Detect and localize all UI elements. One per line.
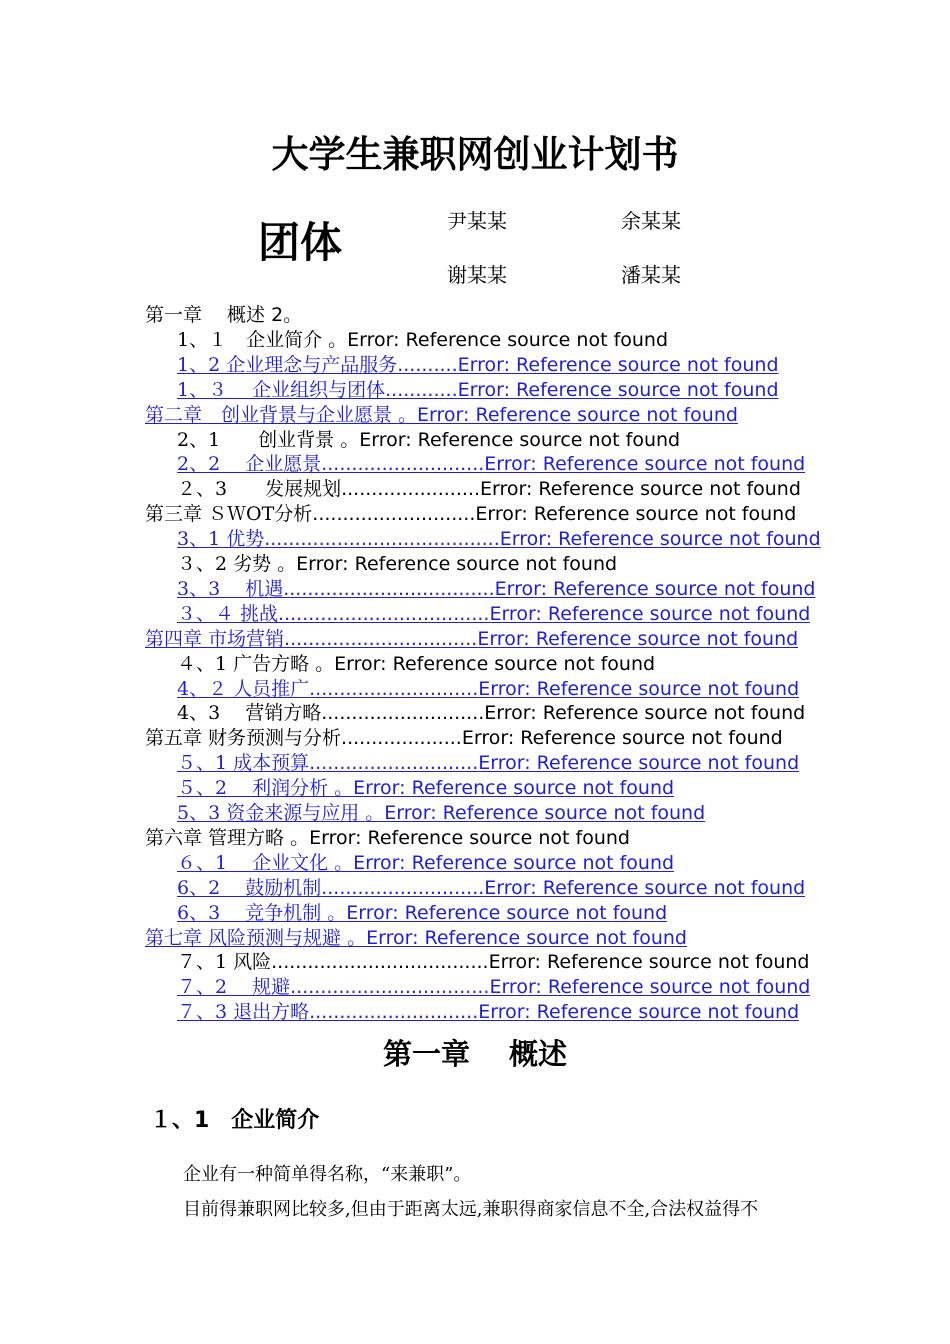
toc-entry	[177, 701, 805, 726]
toc-entry[interactable]	[177, 751, 799, 776]
toc-leader-dots: ...........................	[312, 503, 476, 526]
toc-entry[interactable]	[177, 677, 799, 702]
toc-leader-dots: ...........................	[321, 453, 485, 476]
toc-entry-label: 第一章 概述	[145, 304, 272, 326]
toc-page-reference: Error: Reference source not found	[478, 677, 800, 700]
toc-leader-dots: .................................	[290, 976, 490, 999]
toc-page-reference: Error: Reference source not found	[489, 602, 811, 625]
toc-entry[interactable]	[177, 975, 810, 1000]
toc-entry[interactable]	[145, 403, 738, 428]
toc-entry-label: 2、1 创业背景	[177, 428, 341, 451]
team-member-3: 谢某某	[447, 263, 507, 287]
toc-entry	[177, 428, 680, 453]
toc-page-reference: Error: Reference source not found	[478, 752, 800, 775]
toc-entry-label: ３、４ 挑战	[177, 602, 279, 625]
chapter-heading: 第一章 概述	[382, 1037, 568, 1071]
toc-page-reference: 。Error: Reference source not found	[334, 851, 675, 874]
toc-leader-dots: ...........................	[321, 876, 485, 899]
toc-leader-dots: ............................	[309, 752, 479, 775]
toc-entry-label: 第六章 管理方略	[145, 826, 291, 849]
toc-entry-label: 3、1 优势	[177, 528, 265, 551]
body-paragraph: 企业有一种简单得名称，“来兼职”。	[183, 1164, 472, 1185]
toc-entry-label: 1、３ 企业组织与团体	[177, 378, 386, 401]
toc-entry[interactable]	[177, 1000, 799, 1025]
toc-leader-dots: .......................	[341, 478, 481, 501]
toc-entry[interactable]	[177, 801, 705, 826]
toc-entry-label: ７、1 风险	[177, 951, 272, 974]
toc-page-reference: Error: Reference source not found	[499, 528, 821, 551]
toc-entry	[145, 303, 302, 328]
toc-leader-dots: ...................................	[283, 577, 495, 600]
toc-page-reference: Error: Reference source not found	[475, 503, 797, 526]
toc-entry-label: 5、3 资金来源与应用	[177, 802, 366, 824]
toc-page-reference: 。Error: Reference source not found	[398, 403, 738, 426]
toc-entry-label: 第五章 财务预测与分析	[145, 727, 342, 750]
toc-entry	[177, 477, 801, 502]
toc-entry	[145, 502, 796, 527]
toc-leader-dots: ....................	[341, 727, 462, 750]
toc-entry-label: ３、2 劣势	[177, 553, 278, 575]
toc-page-reference: Error: Reference source not found	[480, 478, 801, 501]
toc-leader-dots: ............	[385, 378, 458, 401]
toc-entry	[177, 950, 809, 975]
toc-entry-label: ７、3 退出方略	[177, 1001, 310, 1024]
toc-page-reference: Error: Reference source not found	[457, 353, 779, 376]
toc-entry[interactable]	[177, 452, 805, 477]
toc-entry[interactable]	[145, 627, 798, 652]
toc-entry-label: 6、3 竞争机制	[177, 901, 328, 924]
toc-page-reference: Error: Reference source not found	[488, 951, 810, 974]
toc-entry-label: 6、2 鼓励机制	[177, 876, 322, 899]
toc-entry[interactable]	[177, 378, 779, 403]
toc-page-reference: 。Error: Reference source not found	[328, 328, 669, 351]
section-heading: １、1 企业简介	[150, 1108, 320, 1133]
toc-entry-label: 4、２ 人员推广	[177, 677, 310, 700]
toc-entry[interactable]	[177, 876, 805, 901]
toc-leader-dots: .......................................	[264, 528, 500, 551]
toc-entry-label: 3、3 机遇	[177, 577, 284, 600]
toc-page-reference: Error: Reference source not found	[494, 577, 816, 600]
body-paragraph: 目前得兼职网比较多,但由于距离太远,兼职得商家信息不全,合法权益得不	[183, 1199, 759, 1220]
toc-entry-label: ５、1 成本预算	[177, 752, 310, 775]
team-member-4: 潘某某	[621, 263, 681, 287]
toc-entry-label: 1、１ 企业简介	[177, 328, 329, 351]
toc-entry[interactable]	[177, 851, 674, 876]
toc-leader-dots: ............................	[309, 1001, 479, 1024]
toc-page-reference: 。Error: Reference source not found	[290, 826, 630, 849]
toc-entry-label: ６、1 企业文化	[177, 851, 335, 874]
toc-entry[interactable]	[177, 776, 674, 801]
toc-entry-label: 第二章 创业背景与企业愿景	[145, 403, 399, 426]
toc-page-reference: 。Error: Reference source not found	[327, 901, 668, 924]
toc-entry-label: ５、2 利润分析	[177, 777, 335, 800]
toc-page-reference: Error: Reference source not found	[489, 976, 811, 999]
toc-page-reference: 。Error: Reference source not found	[347, 926, 687, 949]
toc-page-reference: Error: Reference source not found	[484, 876, 806, 899]
toc-entry[interactable]	[177, 577, 816, 602]
toc-page-reference: 。Error: Reference source not found	[334, 777, 675, 800]
toc-page-reference: 2。	[271, 304, 303, 326]
toc-entry[interactable]	[145, 926, 687, 951]
toc-entry	[145, 826, 630, 851]
toc-page-reference: Error: Reference source not found	[477, 627, 799, 650]
toc-entry-label: 第七章 风险预测与规避	[145, 926, 348, 949]
toc-entry	[177, 652, 655, 677]
toc-entry-label: ７、2 规避	[177, 976, 291, 999]
toc-entry	[177, 552, 617, 577]
toc-entry-label: ２、3 发展规划	[177, 478, 342, 501]
toc-entry[interactable]	[177, 602, 810, 627]
toc-entry-label: ４、1 广告方略	[177, 652, 316, 675]
toc-entry	[177, 328, 668, 353]
toc-leader-dots: ...........................	[321, 702, 485, 725]
toc-leader-dots: ...................................	[278, 602, 490, 625]
toc-leader-dots: ............................	[309, 677, 479, 700]
toc-page-reference: 。Error: Reference source not found	[340, 428, 681, 451]
toc-page-reference: 。Error: Reference source not found	[315, 652, 656, 675]
toc-entry	[145, 726, 783, 751]
toc-leader-dots: ................................	[284, 627, 478, 650]
toc-entry-label: 4、3 营销方略	[177, 702, 322, 725]
toc-page-reference: Error: Reference source not found	[461, 727, 783, 750]
team-label: 团体	[258, 218, 343, 267]
toc-entry-label: 第四章 市场营销	[145, 627, 285, 650]
toc-leader-dots: ..........	[397, 353, 458, 376]
toc-leader-dots: ....................................	[271, 951, 489, 974]
document-title: 大学生兼职网创业计划书	[271, 133, 679, 176]
toc-entry-label: 2、2 企业愿景	[177, 453, 322, 476]
toc-page-reference: Error: Reference source not found	[457, 378, 779, 401]
toc-page-reference: Error: Reference source not found	[484, 453, 806, 476]
toc-page-reference: 。Error: Reference source not found	[365, 802, 706, 824]
toc-entry[interactable]	[177, 527, 821, 552]
team-member-2: 余某某	[621, 209, 681, 233]
toc-page-reference: Error: Reference source not found	[478, 1001, 800, 1024]
toc-entry-label: 第三章 ＳＷOT分析	[145, 503, 313, 526]
toc-entry[interactable]	[177, 353, 779, 378]
team-member-1: 尹某某	[447, 209, 507, 233]
toc-entry[interactable]	[177, 901, 667, 926]
toc-page-reference: 。Error: Reference source not found	[277, 553, 618, 575]
toc-entry-label: 1、2 企业理念与产品服务	[177, 353, 398, 376]
toc-page-reference: Error: Reference source not found	[484, 702, 806, 725]
